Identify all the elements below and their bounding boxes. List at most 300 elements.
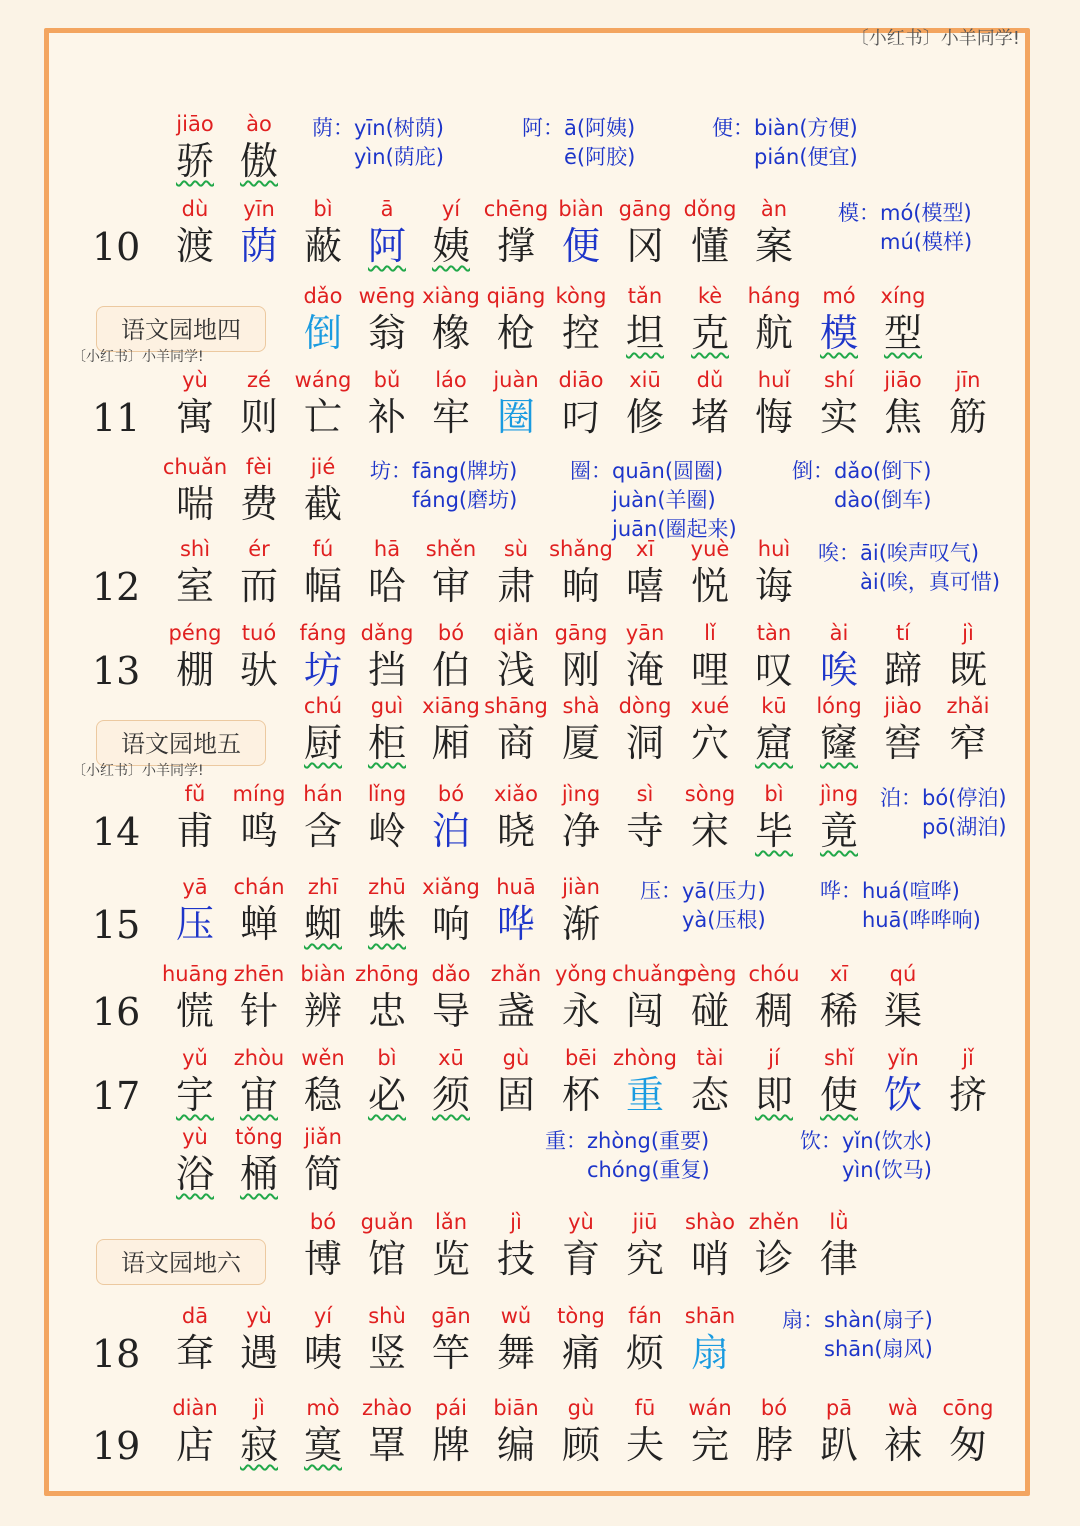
pinyin: zhòng bbox=[613, 1046, 677, 1070]
hanzi: 律 bbox=[819, 1237, 858, 1281]
pinyin: bì bbox=[764, 782, 784, 806]
char-cell bbox=[677, 1394, 743, 1468]
pinyin: xiū bbox=[629, 368, 661, 392]
char-cell bbox=[741, 366, 807, 440]
char-cell bbox=[418, 960, 484, 1034]
pinyin: tòng bbox=[557, 1304, 605, 1328]
char-cell bbox=[290, 535, 356, 609]
lesson-number: 14 bbox=[92, 810, 141, 854]
char-cell bbox=[548, 195, 614, 269]
char-cell bbox=[935, 619, 1001, 693]
pinyin: sòng bbox=[684, 782, 736, 806]
pinyin: biān bbox=[493, 1396, 539, 1420]
char-cell bbox=[290, 453, 356, 527]
pinyin: xī bbox=[635, 537, 655, 561]
char-cell bbox=[612, 1208, 678, 1282]
hanzi: 舞 bbox=[496, 1331, 535, 1375]
hanzi: 修 bbox=[625, 395, 664, 439]
hanzi: 技 bbox=[496, 1237, 535, 1281]
hanzi: 窿 bbox=[819, 721, 858, 765]
pinyin: gān bbox=[431, 1304, 471, 1328]
pinyin: shěn bbox=[425, 537, 477, 561]
note-line: 模：mó(模型) bbox=[838, 201, 972, 225]
hanzi: 究 bbox=[625, 1237, 664, 1281]
hanzi: 完 bbox=[690, 1423, 729, 1467]
hanzi: 洞 bbox=[625, 721, 664, 765]
hanzi: 压 bbox=[175, 902, 214, 946]
pinyin: kòng bbox=[555, 284, 607, 308]
polyphone-note bbox=[880, 784, 1007, 842]
hanzi: 悦 bbox=[690, 564, 729, 608]
char-cell bbox=[612, 692, 678, 766]
pinyin: láo bbox=[435, 368, 467, 392]
hanzi: 蜘 bbox=[303, 902, 342, 946]
char-cell bbox=[290, 960, 356, 1034]
pinyin: chēng bbox=[483, 197, 549, 221]
note-line: 阿：ā(阿姨) bbox=[522, 116, 636, 140]
pinyin: dǎo bbox=[431, 962, 471, 986]
hanzi: 辨 bbox=[303, 989, 342, 1033]
char-cell bbox=[290, 366, 356, 440]
pinyin: yù bbox=[182, 1125, 208, 1149]
hanzi: 冈 bbox=[625, 224, 664, 268]
char-cell bbox=[612, 195, 678, 269]
hanzi: 寂 bbox=[239, 1423, 278, 1467]
lesson-number: 15 bbox=[92, 903, 141, 947]
note-line: 圈：quān(圆圈) bbox=[570, 459, 724, 483]
pinyin: tǎn bbox=[627, 284, 663, 308]
char-cell bbox=[354, 366, 420, 440]
pinyin: jiào bbox=[884, 694, 922, 718]
pinyin: shù bbox=[368, 1304, 406, 1328]
pinyin: yǔ bbox=[182, 1046, 208, 1070]
hanzi: 亡 bbox=[303, 395, 342, 439]
watermark-small: 〔小红书〕小羊同学! bbox=[72, 349, 204, 365]
char-cell bbox=[290, 1394, 356, 1468]
char-cell bbox=[741, 1044, 807, 1118]
pinyin: háng bbox=[747, 284, 801, 308]
pinyin: xiǎo bbox=[494, 782, 538, 806]
note-line: huā(哗哗响) bbox=[820, 908, 981, 932]
char-cell bbox=[806, 1208, 872, 1282]
note-line: 坊：fāng(牌坊) bbox=[370, 459, 518, 483]
char-cell bbox=[677, 780, 743, 854]
polyphone-note bbox=[312, 114, 444, 172]
hanzi: 夫 bbox=[625, 1423, 664, 1467]
hanzi: 匆 bbox=[948, 1423, 987, 1467]
pinyin: chú bbox=[303, 694, 343, 718]
char-cell bbox=[806, 366, 872, 440]
pinyin: lóng bbox=[816, 694, 862, 718]
pinyin: kū bbox=[761, 694, 787, 718]
hanzi: 室 bbox=[175, 564, 214, 608]
hanzi: 闯 bbox=[625, 989, 664, 1033]
note-line: 哗：huá(喧哗) bbox=[820, 879, 960, 903]
pinyin: shǎng bbox=[549, 537, 613, 561]
char-cell bbox=[418, 366, 484, 440]
polyphone-note bbox=[712, 114, 858, 172]
char-cell bbox=[162, 366, 228, 440]
char-cell bbox=[548, 1044, 614, 1118]
lesson-number: 18 bbox=[92, 1332, 141, 1376]
hanzi: 寺 bbox=[625, 809, 664, 853]
pinyin: bēi bbox=[564, 1046, 598, 1070]
pinyin: zhū bbox=[368, 875, 406, 899]
pinyin: xiǎng bbox=[422, 875, 480, 899]
pinyin: dǎo bbox=[303, 284, 343, 308]
char-row bbox=[0, 1302, 1080, 1392]
pinyin: xū bbox=[438, 1046, 464, 1070]
hanzi: 费 bbox=[239, 482, 278, 526]
polyphone-note bbox=[792, 457, 931, 515]
note-line: 荫：yīn(树荫) bbox=[312, 116, 444, 140]
hanzi: 懂 bbox=[690, 224, 729, 268]
char-cell bbox=[290, 692, 356, 766]
note-line: pián(便宜) bbox=[712, 145, 858, 169]
pinyin: zhōng bbox=[355, 962, 419, 986]
char-cell bbox=[483, 1044, 549, 1118]
pinyin: shí bbox=[823, 368, 855, 392]
char-cell bbox=[870, 960, 936, 1034]
pinyin: dǎng bbox=[360, 621, 414, 645]
char-cell bbox=[870, 1044, 936, 1118]
hanzi: 杯 bbox=[561, 1073, 600, 1117]
note-line: yà(压根) bbox=[640, 908, 766, 932]
hanzi: 毕 bbox=[754, 809, 793, 853]
char-cell bbox=[612, 780, 678, 854]
pinyin: ài bbox=[829, 621, 849, 645]
char-cell bbox=[418, 195, 484, 269]
hanzi: 则 bbox=[239, 395, 278, 439]
note-line: 扇：shàn(扇子) bbox=[782, 1308, 933, 1332]
pinyin: gāng bbox=[618, 197, 672, 221]
lesson-number: 19 bbox=[92, 1424, 141, 1468]
hanzi: 渐 bbox=[561, 902, 600, 946]
hanzi: 忠 bbox=[367, 989, 406, 1033]
hanzi: 厨 bbox=[303, 721, 342, 765]
hanzi: 厢 bbox=[431, 721, 470, 765]
char-cell bbox=[162, 535, 228, 609]
char-cell bbox=[741, 195, 807, 269]
pinyin: bó bbox=[437, 782, 465, 806]
char-cell bbox=[612, 1302, 678, 1376]
pinyin: huǐ bbox=[757, 368, 791, 392]
char-cell bbox=[290, 619, 356, 693]
char-cell bbox=[418, 1394, 484, 1468]
hanzi: 鸣 bbox=[239, 809, 278, 853]
char-cell bbox=[226, 780, 292, 854]
char-cell bbox=[483, 1302, 549, 1376]
polyphone-note bbox=[818, 539, 1000, 597]
pinyin: yīn bbox=[243, 197, 275, 221]
pinyin: yù bbox=[246, 1304, 272, 1328]
char-cell bbox=[677, 195, 743, 269]
note-line: fáng(磨坊) bbox=[370, 488, 518, 512]
hanzi: 型 bbox=[883, 311, 922, 355]
char-cell bbox=[677, 619, 743, 693]
pinyin: yuè bbox=[690, 537, 730, 561]
char-cell bbox=[226, 960, 292, 1034]
pinyin: guì bbox=[370, 694, 404, 718]
note-line: juān(圈起来) bbox=[570, 517, 737, 541]
pinyin: jié bbox=[310, 455, 336, 479]
pinyin: tàn bbox=[756, 621, 792, 645]
pinyin: bì bbox=[313, 197, 333, 221]
hanzi: 案 bbox=[754, 224, 793, 268]
pinyin: wáng bbox=[294, 368, 352, 392]
pinyin: zé bbox=[247, 368, 271, 392]
hanzi: 须 bbox=[431, 1073, 470, 1117]
hanzi: 窟 bbox=[754, 721, 793, 765]
hanzi: 叼 bbox=[561, 395, 600, 439]
char-cell bbox=[612, 366, 678, 440]
note-line: ài(唉，真可惜) bbox=[818, 570, 1001, 594]
hanzi: 撑 bbox=[496, 224, 535, 268]
char-cell bbox=[612, 282, 678, 356]
hanzi: 针 bbox=[239, 989, 278, 1033]
char-cell bbox=[677, 535, 743, 609]
char-cell bbox=[677, 1208, 743, 1282]
pinyin: chuǎn bbox=[162, 455, 228, 479]
pinyin: mó bbox=[822, 284, 856, 308]
char-row bbox=[0, 780, 1080, 870]
polyphone-note bbox=[522, 114, 635, 172]
char-cell bbox=[612, 960, 690, 1034]
char-cell bbox=[612, 1394, 678, 1468]
section-tag: 语文园地四 bbox=[96, 306, 266, 352]
char-cell bbox=[677, 1044, 743, 1118]
pinyin: lǐng bbox=[367, 782, 407, 806]
hanzi: 姨 bbox=[431, 224, 470, 268]
char-cell bbox=[935, 1044, 1001, 1118]
pinyin: jì bbox=[510, 1210, 522, 1234]
hanzi: 宙 bbox=[239, 1073, 278, 1117]
pinyin: zhěn bbox=[748, 1210, 800, 1234]
pinyin: chóu bbox=[748, 962, 800, 986]
pinyin: yǒng bbox=[555, 962, 607, 986]
hanzi: 荫 bbox=[239, 224, 278, 268]
pinyin: tài bbox=[696, 1046, 724, 1070]
char-cell bbox=[418, 873, 484, 947]
char-cell bbox=[870, 1394, 936, 1468]
hanzi: 固 bbox=[496, 1073, 535, 1117]
hanzi: 橡 bbox=[431, 311, 470, 355]
char-cell bbox=[612, 1044, 678, 1118]
hanzi: 竖 bbox=[367, 1331, 406, 1375]
lesson-number: 10 bbox=[92, 225, 141, 269]
pinyin: juàn bbox=[493, 368, 539, 392]
pinyin: tuó bbox=[241, 621, 277, 645]
watermark: 〔小红书〕小羊同学! bbox=[850, 28, 1020, 49]
hanzi: 宇 bbox=[175, 1073, 214, 1117]
char-cell bbox=[935, 1394, 1001, 1468]
pinyin: fán bbox=[628, 1304, 662, 1328]
hanzi: 柜 bbox=[367, 721, 406, 765]
hanzi: 商 bbox=[496, 721, 535, 765]
hanzi: 翁 bbox=[367, 311, 406, 355]
char-cell bbox=[548, 692, 614, 766]
hanzi: 育 bbox=[561, 1237, 600, 1281]
char-cell bbox=[548, 282, 614, 356]
hanzi: 稠 bbox=[754, 989, 793, 1033]
char-cell bbox=[935, 366, 1001, 440]
note-line: 重：zhòng(重要) bbox=[545, 1129, 710, 1153]
char-cell bbox=[418, 1302, 484, 1376]
pinyin: shān bbox=[684, 1304, 736, 1328]
lesson-number: 12 bbox=[92, 565, 141, 609]
pinyin: tí bbox=[895, 621, 911, 645]
char-cell bbox=[677, 692, 743, 766]
char-cell bbox=[741, 960, 807, 1034]
pinyin: zhēn bbox=[233, 962, 285, 986]
char-cell bbox=[354, 1302, 420, 1376]
hanzi: 宋 bbox=[690, 809, 729, 853]
char-cell bbox=[677, 282, 743, 356]
pinyin: jiū bbox=[632, 1210, 658, 1234]
char-cell bbox=[354, 692, 420, 766]
hanzi: 泊 bbox=[431, 809, 470, 853]
hanzi: 即 bbox=[754, 1073, 793, 1117]
char-cell bbox=[483, 535, 549, 609]
pinyin: lǐ bbox=[704, 621, 716, 645]
char-cell bbox=[806, 1394, 872, 1468]
pinyin: dǒng bbox=[683, 197, 737, 221]
polyphone-note bbox=[640, 877, 766, 935]
pinyin: guǎn bbox=[360, 1210, 414, 1234]
note-line: ē(阿胶) bbox=[522, 145, 636, 169]
char-row bbox=[0, 1394, 1080, 1484]
char-cell bbox=[226, 453, 292, 527]
char-cell bbox=[483, 1394, 549, 1468]
hanzi: 挡 bbox=[367, 648, 406, 692]
char-cell bbox=[290, 873, 356, 947]
hanzi: 响 bbox=[431, 902, 470, 946]
hanzi: 牌 bbox=[431, 1423, 470, 1467]
polyphone-note bbox=[820, 877, 981, 935]
pinyin: jiāo bbox=[884, 368, 922, 392]
char-cell bbox=[548, 873, 614, 947]
pinyin: shì bbox=[179, 537, 211, 561]
char-row bbox=[0, 453, 1080, 543]
char-cell bbox=[870, 366, 936, 440]
hanzi: 浅 bbox=[496, 648, 535, 692]
hanzi: 审 bbox=[431, 564, 470, 608]
hanzi: 脖 bbox=[754, 1423, 793, 1467]
char-row bbox=[0, 1044, 1080, 1134]
char-cell bbox=[354, 873, 420, 947]
pinyin: sù bbox=[503, 537, 529, 561]
char-cell bbox=[548, 1394, 614, 1468]
polyphone-note bbox=[545, 1127, 710, 1185]
pinyin: àn bbox=[760, 197, 788, 221]
char-cell bbox=[612, 619, 678, 693]
hanzi: 浴 bbox=[175, 1152, 214, 1196]
hanzi: 饮 bbox=[883, 1073, 922, 1117]
char-cell bbox=[290, 195, 356, 269]
char-cell bbox=[226, 195, 292, 269]
char-cell bbox=[354, 619, 420, 693]
hanzi: 编 bbox=[496, 1423, 535, 1467]
pinyin: zhòu bbox=[233, 1046, 285, 1070]
hanzi: 圈 bbox=[496, 395, 535, 439]
char-cell bbox=[870, 692, 936, 766]
hanzi: 含 bbox=[303, 809, 342, 853]
hanzi: 棚 bbox=[175, 648, 214, 692]
pinyin: diāo bbox=[558, 368, 604, 392]
note-line: 唉：āi(唉声叹气) bbox=[818, 541, 980, 565]
char-cell bbox=[870, 282, 936, 356]
hanzi: 遇 bbox=[239, 1331, 278, 1375]
hanzi: 喘 bbox=[175, 482, 214, 526]
hanzi: 馆 bbox=[367, 1237, 406, 1281]
hanzi: 导 bbox=[431, 989, 470, 1033]
hanzi: 永 bbox=[561, 989, 600, 1033]
hanzi: 趴 bbox=[819, 1423, 858, 1467]
hanzi: 重 bbox=[625, 1073, 664, 1117]
char-cell bbox=[483, 282, 549, 356]
hanzi: 店 bbox=[175, 1423, 214, 1467]
hanzi: 克 bbox=[690, 311, 729, 355]
note-line: yìn(饮马) bbox=[800, 1158, 932, 1182]
pinyin: ér bbox=[248, 537, 270, 561]
pinyin: mò bbox=[306, 1396, 340, 1420]
pinyin: shào bbox=[685, 1210, 735, 1234]
char-cell bbox=[290, 780, 356, 854]
hanzi: 竟 bbox=[819, 809, 858, 853]
pinyin: yí bbox=[441, 197, 461, 221]
char-row bbox=[0, 110, 1080, 200]
char-cell bbox=[290, 282, 356, 356]
pinyin: bì bbox=[377, 1046, 397, 1070]
hanzi: 岭 bbox=[367, 809, 406, 853]
char-cell bbox=[354, 1208, 420, 1282]
lesson-number: 11 bbox=[92, 396, 141, 440]
hanzi: 堵 bbox=[690, 395, 729, 439]
char-row bbox=[0, 195, 1080, 285]
pinyin: bó bbox=[760, 1396, 788, 1420]
char-cell bbox=[354, 282, 420, 356]
pinyin: fú bbox=[312, 537, 334, 561]
hanzi: 蝉 bbox=[239, 902, 278, 946]
section-tag: 语文园地六 bbox=[96, 1239, 266, 1285]
pinyin: jì bbox=[253, 1396, 265, 1420]
note-line: chóng(重复) bbox=[545, 1158, 710, 1182]
pinyin: cōng bbox=[942, 1396, 994, 1420]
hanzi: 穴 bbox=[690, 721, 729, 765]
char-cell bbox=[162, 110, 228, 184]
char-cell bbox=[741, 282, 807, 356]
pinyin: jǐ bbox=[962, 1046, 974, 1070]
char-cell bbox=[418, 282, 484, 356]
hanzi: 净 bbox=[561, 809, 600, 853]
char-row bbox=[0, 960, 1080, 1050]
note-line: pō(湖泊) bbox=[880, 815, 1007, 839]
char-cell bbox=[354, 535, 420, 609]
char-cell bbox=[290, 1123, 356, 1197]
pinyin: xiāng bbox=[422, 694, 480, 718]
char-cell bbox=[677, 366, 743, 440]
polyphone-note bbox=[838, 199, 972, 257]
pinyin: wěn bbox=[301, 1046, 345, 1070]
hanzi: 实 bbox=[819, 395, 858, 439]
hanzi: 坦 bbox=[625, 311, 664, 355]
hanzi: 驮 bbox=[239, 648, 278, 692]
hanzi: 控 bbox=[561, 311, 600, 355]
pinyin: shǐ bbox=[823, 1046, 855, 1070]
char-cell bbox=[548, 1208, 614, 1282]
pinyin: huāng bbox=[162, 962, 229, 986]
char-cell bbox=[162, 1302, 228, 1376]
